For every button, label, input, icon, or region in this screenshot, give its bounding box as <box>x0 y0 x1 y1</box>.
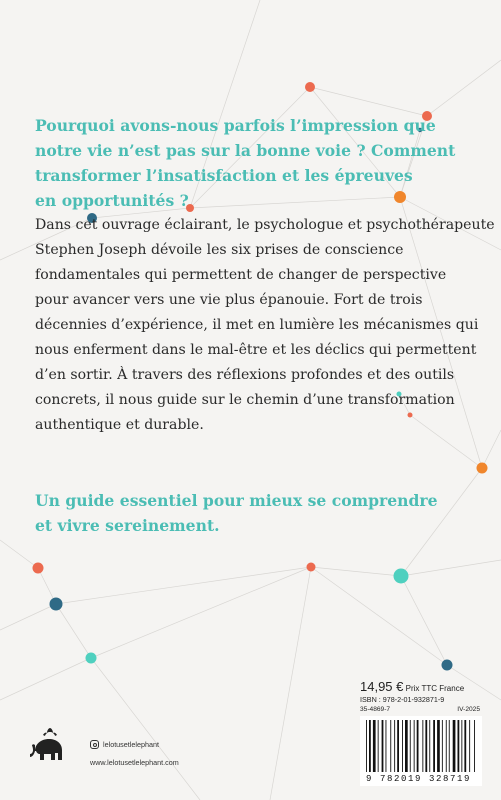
barcode-bars <box>360 716 482 776</box>
instagram-text: lelotusetlelephant <box>103 740 159 749</box>
code-left: 35-4869-7 <box>360 706 391 713</box>
closing-line: et vivre sereinement. <box>35 516 220 535</box>
body-line: fondamentales qui permettent de changer de perspective <box>35 267 447 283</box>
barcode-bar <box>469 720 470 772</box>
lead-line: Pourquoi avons-nous parfois l’impression que <box>35 116 436 135</box>
barcode-bar <box>433 720 435 772</box>
barcode-bar <box>461 720 462 772</box>
dot-coral-top <box>305 82 315 92</box>
dot-coral-center <box>307 563 316 572</box>
barcode-bar <box>402 720 403 772</box>
dot-mint-left <box>86 653 97 664</box>
instagram-icon <box>90 740 99 749</box>
publisher-logo <box>18 713 76 777</box>
barcode-bar <box>442 720 443 772</box>
barcode-bar <box>417 720 419 772</box>
barcode-bar <box>373 720 376 772</box>
body-line: pour avancer vers une vie plus épanouie. Fort de trois <box>35 292 423 308</box>
body-line: d’en sortir. À travers des réflexions profondes et des outils <box>35 367 455 383</box>
isbn: ISBN : 978-2-01-932871-9 <box>360 695 445 704</box>
closing-line: Un guide essentiel pour mieux se comprendre <box>35 491 438 510</box>
lead-line: notre vie n’est pas sur la bonne voie ? Comment <box>35 141 456 160</box>
barcode-bar <box>449 720 450 772</box>
barcode-digits: 9 782019 328719 <box>366 774 472 784</box>
dot-navy-lower <box>50 598 63 611</box>
barcode-bar <box>386 720 387 772</box>
codes-row <box>360 705 480 715</box>
barcode-bar <box>464 720 466 772</box>
price-label: Prix TTC France <box>405 684 465 693</box>
barcode-bar <box>382 720 384 772</box>
lead-line: en opportunités ? <box>35 191 189 210</box>
price-info <box>360 681 480 715</box>
lead-question <box>35 113 475 213</box>
body-line: nous enferment dans le mal-être et les déclics qui permettent <box>35 342 477 358</box>
elephant-icon <box>18 713 76 777</box>
body-line: authentique et durable. <box>35 417 204 433</box>
body-line: décennies d’expérience, il met en lumière les mécanismes qui <box>35 317 479 333</box>
barcode-bar <box>369 720 371 772</box>
barcode-bar <box>366 720 367 772</box>
barcode-bar <box>437 720 440 772</box>
body-line: concrets, il nous guide sur le chemin d’une transformation <box>35 392 455 408</box>
lead-line: transformer l’insatisfaction et les épreuves <box>35 166 413 185</box>
dot-mint-right <box>394 569 409 584</box>
barcode-bar <box>390 720 391 772</box>
price-line <box>360 681 480 694</box>
closing-tagline <box>35 488 475 538</box>
barcode-bar <box>458 720 460 772</box>
barcode-bar <box>410 720 411 772</box>
dot-coral-left <box>33 563 44 574</box>
barcode-bar <box>397 720 399 772</box>
description-paragraph <box>35 213 495 438</box>
dot-navy-bottom <box>442 660 453 671</box>
barcode-bar <box>378 720 379 772</box>
barcode-bar <box>453 720 456 772</box>
price-amount: 14,95 € <box>360 679 404 694</box>
barcode-bar <box>405 720 408 772</box>
dot-orange-lower <box>477 463 488 474</box>
instagram-handle[interactable] <box>90 740 159 749</box>
website-link[interactable]: www.lelotusetlelephant.com <box>90 758 179 767</box>
body-line: Stephen Joseph dévoile les six prises de conscience <box>35 242 404 258</box>
barcode-bar <box>414 720 415 772</box>
barcode-bar <box>422 720 423 772</box>
barcode-bar <box>429 720 430 772</box>
barcode-bar <box>474 720 475 772</box>
code-right: IV-2025 <box>457 706 480 713</box>
body-line: Dans cet ouvrage éclairant, le psychologue et psychothérapeute <box>35 217 495 233</box>
barcode-bar <box>425 720 427 772</box>
barcode-bar <box>394 720 395 772</box>
barcode-bar <box>446 720 447 772</box>
